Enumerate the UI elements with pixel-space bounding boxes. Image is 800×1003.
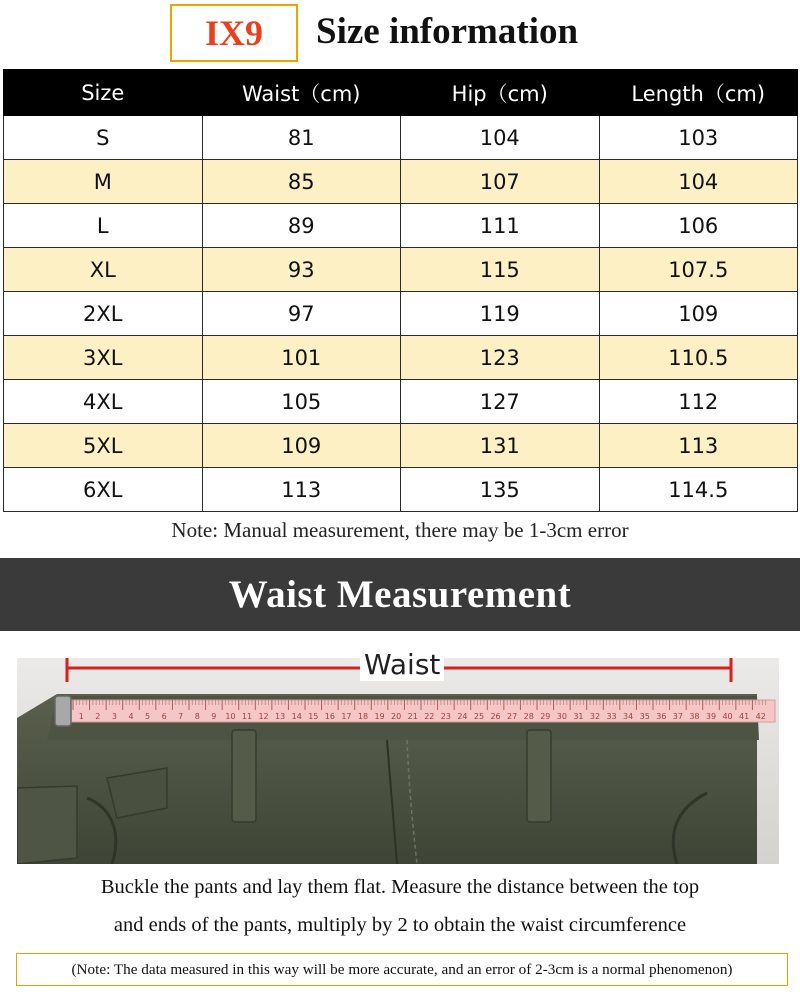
tape-number: 22	[424, 712, 435, 721]
tape-number: 12	[258, 712, 269, 721]
table-cell: 97	[202, 292, 401, 336]
table-cell: 109	[202, 424, 401, 468]
tape-number: 3	[111, 712, 117, 721]
table-body	[4, 116, 798, 512]
table-cell: 131	[401, 424, 600, 468]
tape-number: 33	[606, 712, 617, 721]
tape-number: 24	[457, 712, 468, 721]
table-cell: 114.5	[599, 468, 798, 512]
tape-number: 4	[128, 712, 134, 721]
table-cell: XL	[4, 248, 203, 292]
tape-number: 7	[178, 712, 184, 721]
table-row	[4, 160, 798, 204]
measurement-note: Note: Manual measurement, there may be 1-3cm error	[171, 518, 629, 542]
tape-number: 39	[705, 712, 717, 721]
tape-number: 37	[672, 712, 683, 721]
table-row	[4, 468, 798, 512]
tape-number: 13	[275, 712, 286, 721]
accuracy-note	[16, 953, 788, 986]
section-banner	[0, 558, 800, 631]
table-cell: 6XL	[4, 468, 203, 512]
measuring-tape	[60, 700, 775, 722]
tape-number: 14	[291, 712, 302, 721]
tape-number: 26	[490, 712, 501, 721]
table-cell: 112	[599, 380, 798, 424]
tape-number: 27	[507, 712, 518, 721]
table-cell: 123	[401, 336, 600, 380]
table-cell: 115	[401, 248, 600, 292]
table-row	[4, 336, 798, 380]
column-header: Waist（cm)	[202, 70, 401, 116]
table-cell: 113	[202, 468, 401, 512]
tape-number: 42	[755, 712, 766, 721]
tape-number: 2	[95, 712, 101, 721]
column-header: Length（cm)	[599, 70, 798, 116]
table-row	[4, 424, 798, 468]
table-row	[4, 204, 798, 248]
tape-number: 38	[689, 712, 700, 721]
tape-number: 8	[194, 712, 200, 721]
tape-number: 40	[722, 712, 733, 721]
tape-number: 9	[211, 712, 217, 721]
table-cell: 2XL	[4, 292, 203, 336]
belt-loop-right	[527, 730, 551, 822]
tape-number: 35	[639, 712, 650, 721]
table-cell: 81	[202, 116, 401, 160]
page-title: Size information	[316, 11, 579, 52]
tape-number: 18	[357, 712, 369, 721]
table-row	[4, 116, 798, 160]
table-row	[4, 380, 798, 424]
brand-logo-box	[170, 4, 298, 62]
table-cell: 93	[202, 248, 401, 292]
tape-number: 41	[739, 712, 750, 721]
tape-number: 6	[161, 712, 167, 721]
table-cell: 101	[202, 336, 401, 380]
table-cell: 104	[599, 160, 798, 204]
waist-label: Waist	[360, 648, 444, 681]
table-cell: 103	[599, 116, 798, 160]
section-title: Waist Measurement	[228, 573, 572, 616]
tape-number: 34	[623, 712, 634, 721]
table-cell: 85	[202, 160, 401, 204]
size-table	[3, 69, 798, 512]
table-cell: 127	[401, 380, 600, 424]
tape-number: 32	[589, 712, 601, 721]
table-header-row	[4, 70, 798, 116]
table-cell: 110.5	[599, 336, 798, 380]
tape-number: 5	[145, 712, 151, 721]
table-cell: 135	[401, 468, 600, 512]
table-cell: 113	[599, 424, 798, 468]
tape-clip	[55, 696, 71, 726]
table-cell: 106	[599, 204, 798, 248]
table-cell: 5XL	[4, 424, 203, 468]
table-cell: 119	[401, 292, 600, 336]
tape-number: 30	[556, 712, 567, 721]
table-cell: 4XL	[4, 380, 203, 424]
tape-number: 1	[78, 712, 84, 721]
column-header: Size	[4, 70, 203, 116]
tape-number: 17	[341, 712, 352, 721]
table-cell: 107.5	[599, 248, 798, 292]
tape-number: 21	[407, 712, 418, 721]
table-cell: S	[4, 116, 203, 160]
table-cell: 111	[401, 204, 600, 248]
tape-number: 11	[241, 712, 253, 721]
table-cell: 107	[401, 160, 600, 204]
table-cell: 89	[202, 204, 401, 248]
tape-number: 25	[473, 712, 485, 721]
table-row	[4, 292, 798, 336]
tape-number: 31	[573, 712, 584, 721]
tape-number: 28	[523, 712, 534, 721]
instruction-line-2: and ends of the pants, multiply by 2 to obtain the waist circumference	[113, 914, 687, 936]
tape-number: 15	[308, 712, 319, 721]
instruction-line-1: Buckle the pants and lay them flat. Measure the distance between the top	[100, 876, 700, 898]
column-header: Hip（cm)	[401, 70, 600, 116]
tape-number: 16	[324, 712, 335, 721]
table-cell: 109	[599, 292, 798, 336]
table-cell: 104	[401, 116, 600, 160]
table-cell: 105	[202, 380, 401, 424]
tape-number: 10	[225, 712, 236, 721]
accuracy-note-text: (Note: The data measured in this way will be more accurate, and an error of 2-3cm is a normal phenomenon)	[71, 960, 733, 978]
tape-number: 19	[374, 712, 385, 721]
brand-name: IX9	[204, 13, 263, 53]
tape-number: 23	[440, 712, 451, 721]
belt-loop-left	[232, 730, 256, 822]
tape-number: 20	[391, 712, 402, 721]
tape-number: 36	[656, 712, 667, 721]
table-row	[4, 248, 798, 292]
table-cell: M	[4, 160, 203, 204]
table-cell: 3XL	[4, 336, 203, 380]
back-pocket-left	[17, 786, 77, 864]
tape-number: 29	[540, 712, 551, 721]
pants-measurement-photo	[17, 658, 779, 864]
table-cell: L	[4, 204, 203, 248]
